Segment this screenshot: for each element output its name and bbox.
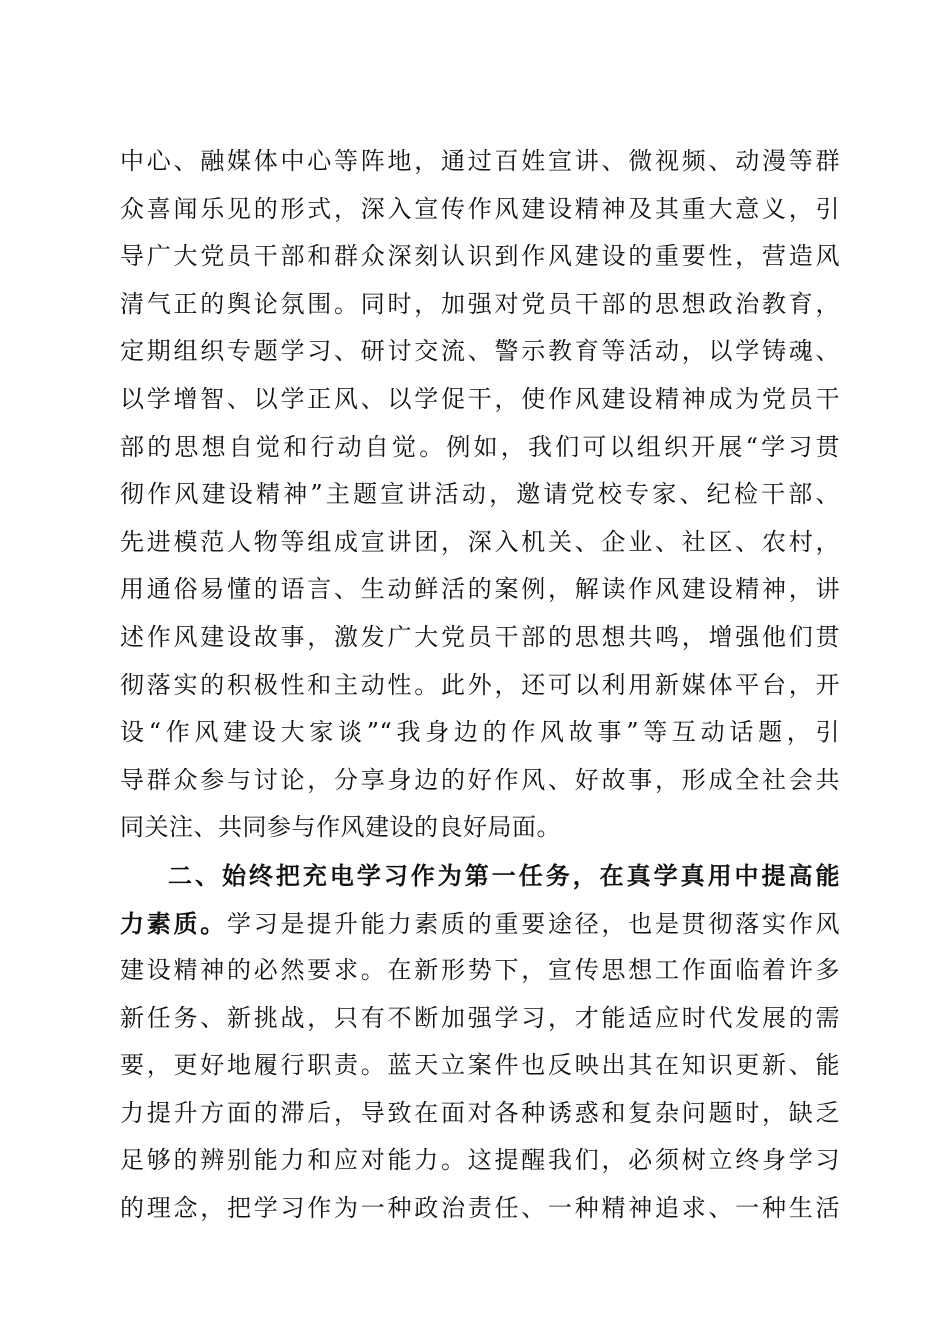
text-line: 中心、融媒体中心等阵地，通过百姓宣讲、微视频、动漫等群 (120, 147, 840, 175)
text-span: 学习是提升能力素质的重要途径，也是贯彻落实作风 (227, 909, 840, 938)
text-line: 彻作风建设精神”主题宣讲活动，邀请党校专家、纪检干部、 (120, 480, 840, 509)
text-line: 力提升方面的滞后，导致在面对各种诱惑和复杂问题时，缺乏 (120, 1098, 840, 1127)
section-heading-end: 力素质。 (120, 908, 227, 938)
text-line: 新任务、新挑战，只有不断加强学习，才能适应时代发展的需 (120, 1003, 840, 1032)
text-line: 以学增智、以学正风、以学促干，使作风建设精神成为党员干 (120, 384, 840, 413)
text-line: 的理念，把学习作为一种政治责任、一种精神追求、一种生活 (120, 1194, 840, 1223)
text-line: 导群众参与讨论，分享身边的好作风、好故事，形成全社会共 (120, 765, 840, 794)
text-line: 用通俗易懂的语言、生动鲜活的案例，解读作风建设精神，讲 (120, 575, 840, 604)
text-line: 建设精神的必然要求。在新形势下，宣传思想工作面临着许多 (120, 956, 840, 985)
text-line: 同关注、共同参与作风建设的良好局面。 (120, 813, 561, 842)
text-line: 清气正的舆论氛围。同时，加强对党员干部的思想政治教育， (120, 289, 840, 318)
text-line: 部的思想自觉和行动自觉。例如，我们可以组织开展“学习贯 (120, 432, 840, 461)
document-body (120, 138, 840, 1233)
text-line (120, 900, 840, 948)
text-line: 述作风建设故事，激发广大党员干部的思想共鸣，增强他们贯 (120, 622, 840, 651)
section-heading: 二、始终把充电学习作为第一任务，在真学真用中提高能 (168, 860, 840, 890)
paragraph-2 (120, 852, 840, 1233)
text-line: 设“作风建设大家谈”“我身边的作风故事”等互动话题，引 (120, 718, 840, 747)
text-line: 要，更好地履行职责。蓝天立案件也反映出其在知识更新、能 (120, 1051, 840, 1080)
paragraph-1 (120, 138, 840, 852)
text-line: 彻落实的积极性和主动性。此外，还可以利用新媒体平台，开 (120, 670, 840, 699)
text-line: 导广大党员干部和群众深刻认识到作风建设的重要性，营造风 (120, 242, 840, 271)
text-line: 众喜闻乐见的形式，深入宣传作风建设精神及其重大意义，引 (120, 194, 840, 223)
text-line: 足够的辨别能力和应对能力。这提醒我们，必须树立终身学习 (120, 1146, 840, 1175)
text-line: 定期组织专题学习、研讨交流、警示教育等活动，以学铸魂、 (120, 337, 840, 366)
text-line: 先进模范人物等组成宣讲团，深入机关、企业、社区、农村， (120, 527, 840, 556)
